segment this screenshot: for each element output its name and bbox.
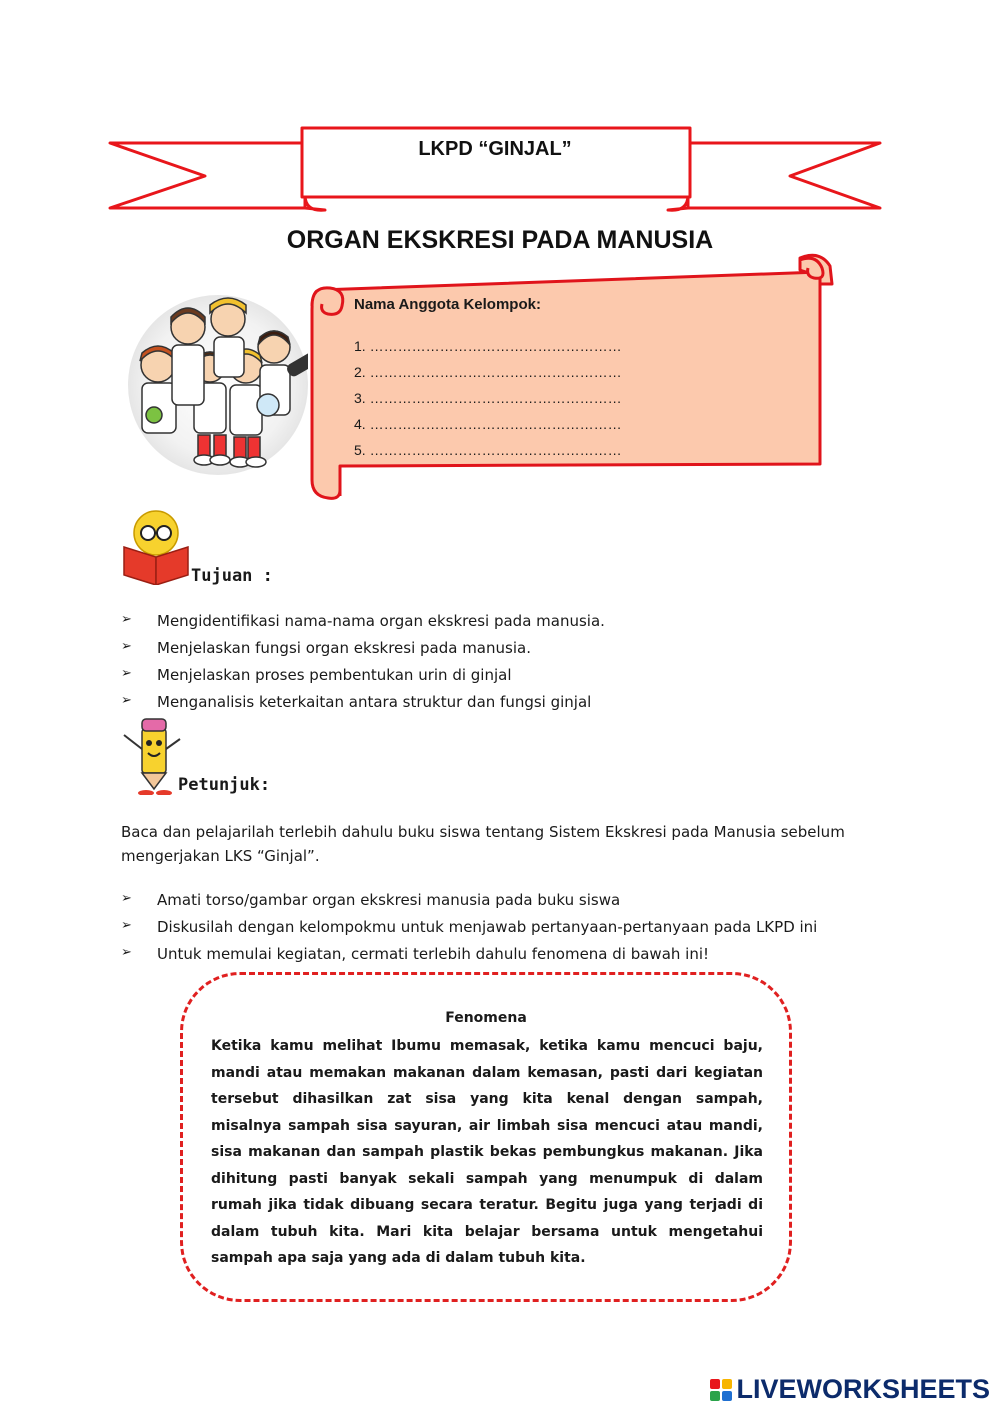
member-line[interactable]: 2. ………………………………………………: [354, 364, 622, 380]
list-item: ➢ Amati torso/gambar organ ekskresi manusia pada buku siswa: [121, 891, 621, 909]
arrow-bullet-icon: ➢: [121, 945, 132, 960]
kids-illustration: [128, 295, 308, 475]
arrow-bullet-icon: ➢: [121, 891, 132, 906]
list-item: ➢ Diskusilah dengan kelompokmu untuk menjawab pertanyaan-pertanyaan pada LKPD ini: [121, 918, 818, 936]
member-line[interactable]: 4. ………………………………………………: [354, 416, 622, 432]
fenomena-title: Fenomena: [445, 1010, 527, 1026]
member-line[interactable]: 1. ………………………………………………: [354, 338, 622, 354]
kids-group-icon: [128, 295, 308, 475]
tujuan-heading: Tujuan :: [191, 566, 273, 586]
list-item: ➢ Untuk memulai kegiatan, cermati terlebih dahulu fenomena di bawah ini!: [121, 945, 710, 963]
fenomena-text: Ketika kamu melihat Ibumu memasak, ketika kamu mencuci baju, mandi atau memakan makanan dalam kemasan, pasti dari kegiatan tersebut dihasilkan zat sisa yang kita kenal dengan sampah, misalnya sampah sisa sayuran, air limbah sisa mencuci atau mandi, sisa makanan dan sampah plastik bekas pembungkus makanan. Jika dihitung pasti banyak sekali sampah yang menumpuk di dalam rumah jika tidak dibuang secara teratur. Begitu juga yang terjadi di dalam tubuh kita. Mari kita belajar bersama untuk mengetahui sampah apa saja yang ada di dalam tubuh kita.: [211, 1038, 763, 1266]
list-item: ➢ Menganalisis keterkaitan antara struktur dan fungsi ginjal: [121, 693, 592, 711]
list-item: ➢ Mengidentifikasi nama-nama organ ekskresi pada manusia.: [121, 612, 605, 630]
petunjuk-list: [121, 891, 817, 972]
liveworksheets-logo-icon: [710, 1379, 732, 1401]
tujuan-list: [121, 612, 605, 720]
list-item: ➢ Menjelaskan fungsi organ ekskresi pada manusia.: [121, 639, 531, 657]
arrow-bullet-icon: ➢: [121, 918, 132, 933]
arrow-bullet-icon: ➢: [121, 639, 132, 654]
member-line[interactable]: 5. ………………………………………………: [354, 442, 622, 458]
members-list: [354, 338, 622, 468]
members-label: Nama Anggota Kelompok:: [354, 296, 541, 313]
banner-title: LKPD “GINJAL”: [418, 138, 572, 160]
petunjuk-heading: Petunjuk:: [178, 775, 271, 795]
ribbon-banner: [0, 0, 1000, 230]
arrow-bullet-icon: ➢: [121, 693, 132, 708]
arrow-bullet-icon: ➢: [121, 666, 132, 681]
page-title: ORGAN EKSKRESI PADA MANUSIA: [286, 226, 714, 254]
arrow-bullet-icon: ➢: [121, 612, 132, 627]
petunjuk-intro: Baca dan pelajarilah terlebih dahulu buku siswa tentang Sistem Ekskresi pada Manusia sebelum mengerjakan LKS “Ginjal”.: [121, 823, 845, 865]
reading-emoji-icon: [118, 505, 198, 585]
list-item: ➢ Menjelaskan proses pembentukan urin di ginjal: [121, 666, 512, 684]
logo-text: LIVEWORKSHEETS: [736, 1374, 990, 1404]
liveworksheets-logo[interactable]: [710, 1374, 990, 1405]
member-line[interactable]: 3. ………………………………………………: [354, 390, 622, 406]
